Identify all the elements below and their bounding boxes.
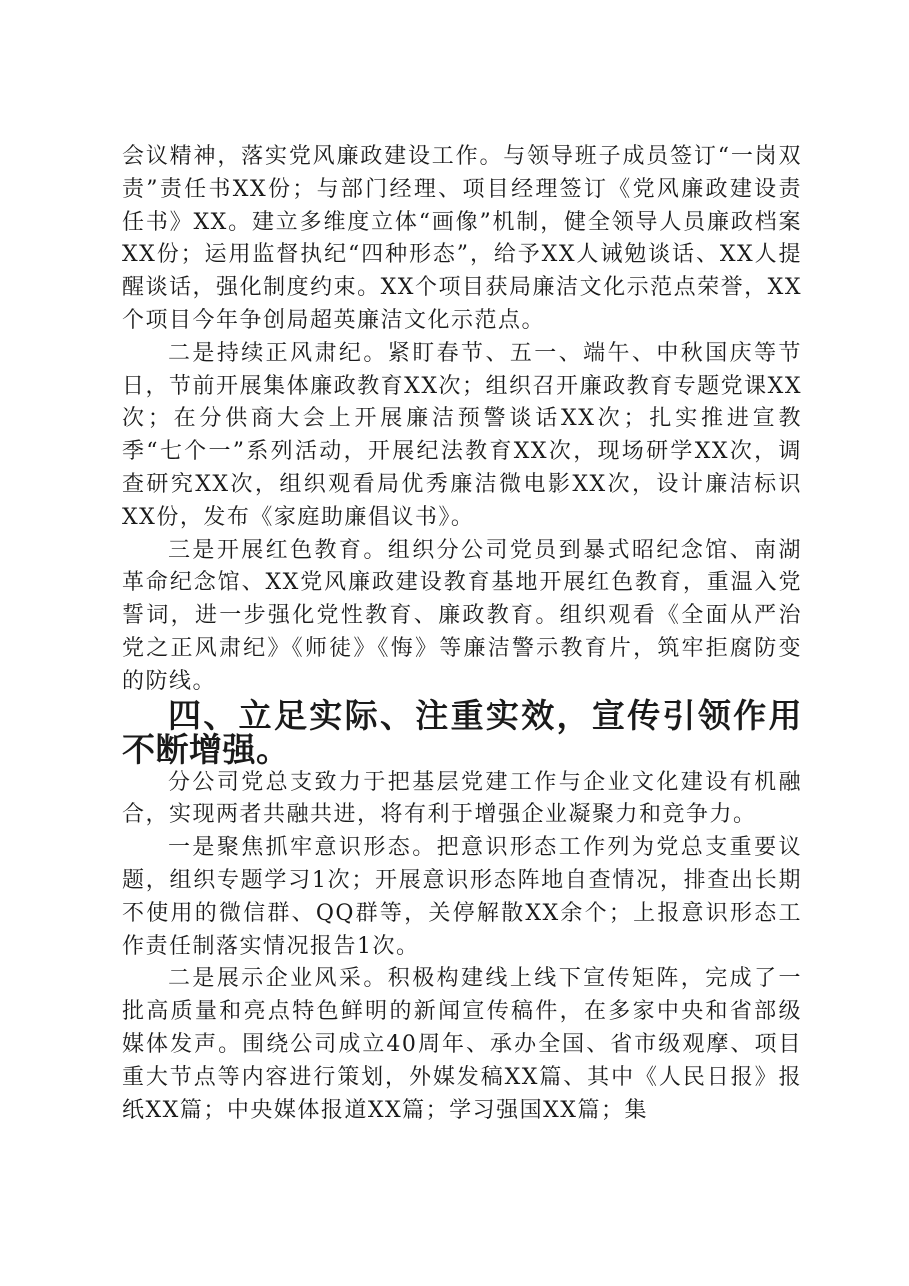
section-heading-four: 四、立足实际、注重实效，宣传引领作用不断增强。	[122, 695, 802, 769]
paragraph-zheng-feng-su-ji: 二是持续正风肃纪。紧盯春节、五一、端午、中秋国庆等节日，节前开展集体廉政教育XX次；组织召开廉政教育专题党课XX次；在分供商大会上开展廉洁预警谈话XX次；扎实推进宣教季“七个一”系列活动，开展纪法教育XX次，现场研学XX次，调查研究XX次，组织观看局优秀廉洁微电影XX次，设计廉洁标识XX份，发布《家庭助廉倡议书》。	[122, 340, 802, 530]
paragraph-red-education: 三是开展红色教育。组织分公司党员到暴式昭纪念馆、南湖革命纪念馆、XX党风廉政建设教育基地开展红色教育，重温入党誓词，进一步强化党性教育、廉政教育。组织观看《全面从严治党之正风肃纪》《师徒》《悔》等廉洁警示教育片，筑牢拒腐防变的防线。	[122, 537, 802, 694]
paragraph-section-intro: 分公司党总支致力于把基层党建工作与企业文化建设有机融合，实现两者共融共进，将有利于增强企业凝聚力和竞争力。	[122, 769, 802, 828]
paragraph-continuation: 会议精神，落实党风廉政建设工作。与领导班子成员签订“一岗双责”责任书XX份；与部门经理、项目经理签订《党风廉政建设责任书》XX。建立多维度立体“画像”机制，健全领导人员廉政档案XX份；运用监督执纪“四种形态”，给予XX人诫勉谈话、XX人提醒谈话，强化制度约束。XX个项目获局廉洁文化示范点荣誉，XX个项目今年争创局超英廉洁文化示范点。	[122, 144, 802, 333]
paragraph-ideology: 一是聚焦抓牢意识形态。把意识形态工作列为党总支重要议题，组织专题学习1次；开展意识形态阵地自查情况，排查出长期不使用的微信群、QQ群等，关停解散XX余个；上报意识形态工作责任制落实情况报告1次。	[122, 835, 802, 959]
paragraph-enterprise-showcase: 二是展示企业风采。积极构建线上线下宣传矩阵，完成了一批高质量和亮点特色鲜明的新闻宣传稿件，在多家中央和省部级媒体发声。围绕公司成立40周年、承办全国、省市级观摩、项目重大节点等内容进行策划，外媒发稿XX篇、其中《人民日报》报纸XX篇；中央媒体报道XX篇；学习强国XX篇；集	[122, 966, 802, 1123]
document-page	[122, 141, 802, 1127]
